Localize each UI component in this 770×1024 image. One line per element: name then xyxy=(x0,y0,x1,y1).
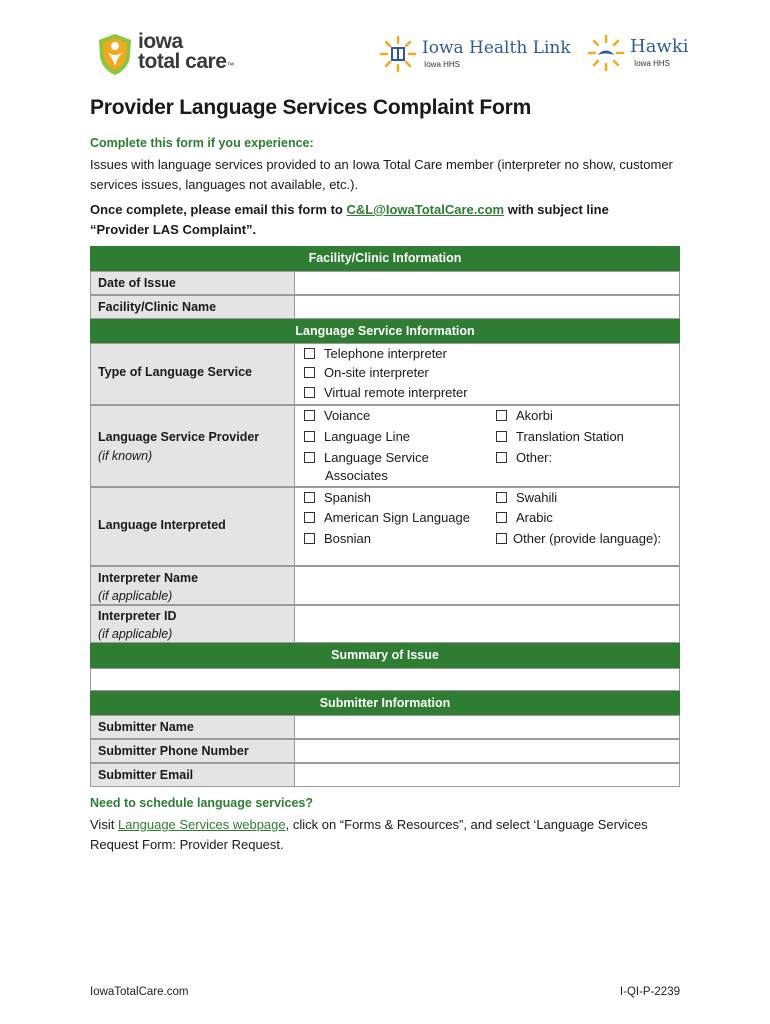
option-swahili-label: Swahili xyxy=(516,490,558,505)
row-language-interpreted xyxy=(90,487,680,566)
iowa-health-link-name: Iowa Health Link xyxy=(422,38,571,58)
option-translation-station[interactable] xyxy=(496,427,624,447)
iowa-total-care-logo xyxy=(96,30,236,78)
email-instructions-post: with subject line xyxy=(504,202,609,217)
option-akorbi-label: Akorbi xyxy=(516,408,553,423)
hawki-sub: Iowa HHS xyxy=(634,59,671,68)
schedule-pre: Visit xyxy=(90,817,118,832)
row-interpreter-name xyxy=(90,566,680,605)
option-virtual[interactable] xyxy=(304,383,468,403)
hawki-logo xyxy=(586,33,696,73)
option-telephone[interactable] xyxy=(304,344,447,364)
hawki-name: Hawki xyxy=(630,36,689,57)
option-asl[interactable] xyxy=(304,508,470,528)
schedule-line2: Request Form: Provider Request. xyxy=(90,837,284,852)
checkbox-icon[interactable] xyxy=(496,431,507,442)
language-options xyxy=(295,488,679,565)
option-lsa-label: Language Service xyxy=(324,450,429,465)
option-spanish-label: Spanish xyxy=(324,490,371,505)
provider-options xyxy=(295,406,679,486)
option-voiance-label: Voiance xyxy=(324,408,371,423)
option-virtual-label: Virtual remote interpreter xyxy=(324,385,468,400)
option-onsite[interactable] xyxy=(304,363,429,383)
footer-website: IowaTotalCare.com xyxy=(90,986,189,998)
row-interpreter-id xyxy=(90,605,680,643)
iowa-health-link-sun-icon xyxy=(378,34,418,74)
label-provider-text: Language Service Provider xyxy=(98,430,260,444)
label-submitter-name: Submitter Name xyxy=(91,716,295,738)
option-lsa[interactable] xyxy=(304,448,429,468)
checkbox-icon[interactable] xyxy=(304,431,315,442)
option-telephone-label: Telephone interpreter xyxy=(324,346,447,361)
label-date-of-issue: Date of Issue xyxy=(91,272,295,294)
label-interpreter-name xyxy=(91,567,295,604)
email-instructions-pre: Once complete, please email this form to xyxy=(90,202,347,217)
date-of-issue-field[interactable] xyxy=(295,272,679,294)
intro-body: Issues with language services provided to an Iowa Total Care member (interpreter no show, customer services issues, languages not available, etc.). xyxy=(90,157,673,192)
checkbox-icon[interactable] xyxy=(304,452,315,463)
label-interpreter-id-note: (if applicable) xyxy=(98,627,173,641)
checkbox-icon[interactable] xyxy=(304,512,315,523)
option-arabic-label: Arabic xyxy=(516,510,553,525)
language-services-link[interactable]: Language Services webpage xyxy=(117,817,286,832)
option-voiance[interactable] xyxy=(304,406,370,426)
checkbox-icon[interactable] xyxy=(496,512,507,523)
schedule-post: , click on “Forms & Resources”, and select ‘Language Services xyxy=(285,817,648,832)
checkbox-icon[interactable] xyxy=(304,410,315,421)
option-language-line-label: Language Line xyxy=(324,429,411,444)
option-swahili[interactable] xyxy=(496,488,557,508)
option-language-other[interactable] xyxy=(496,529,661,549)
checkbox-icon[interactable] xyxy=(496,533,507,544)
option-translation-station-label: Translation Station xyxy=(516,429,624,444)
label-interpreter-name-text: Interpreter Name xyxy=(98,571,199,585)
checkbox-icon[interactable] xyxy=(496,452,507,463)
iowa-total-care-wordmark: iowa total care™ xyxy=(138,30,234,73)
checkbox-icon[interactable] xyxy=(496,492,507,503)
facility-name-field[interactable] xyxy=(295,296,679,318)
checkbox-icon[interactable] xyxy=(304,367,315,378)
option-asl-label: American Sign Language xyxy=(324,510,470,525)
option-provider-other[interactable] xyxy=(496,448,552,468)
option-bosnian[interactable] xyxy=(304,529,371,549)
option-akorbi[interactable] xyxy=(496,406,553,426)
option-bosnian-label: Bosnian xyxy=(324,531,371,546)
checkbox-icon[interactable] xyxy=(304,492,315,503)
label-interpreter-id-text: Interpreter ID xyxy=(98,609,177,623)
intro-heading: Complete this form if you experience: xyxy=(90,136,314,150)
iowa-health-link-sub: Iowa HHS xyxy=(424,60,461,69)
section-facility: Facility/Clinic Information xyxy=(90,246,680,271)
option-arabic[interactable] xyxy=(496,508,553,528)
type-of-service-options xyxy=(295,344,679,404)
label-interpreter-id xyxy=(91,606,295,642)
footer-form-id: I-QI-P-2239 xyxy=(619,986,680,998)
schedule-heading: Need to schedule language services? xyxy=(90,796,313,810)
row-submitter-email xyxy=(90,763,680,787)
label-interpreter-name-note: (if applicable) xyxy=(98,589,173,603)
label-language-interpreted: Language Interpreted xyxy=(91,488,295,565)
summary-field[interactable] xyxy=(90,668,680,691)
row-submitter-phone xyxy=(90,739,680,763)
section-submitter: Submitter Information xyxy=(90,691,680,715)
checkbox-icon[interactable] xyxy=(304,387,315,398)
label-submitter-email: Submitter Email xyxy=(91,764,295,786)
submitter-email-field[interactable] xyxy=(295,764,679,786)
submitter-name-field[interactable] xyxy=(295,716,679,738)
row-type-of-service xyxy=(90,343,680,405)
label-type-of-service: Type of Language Service xyxy=(91,344,295,404)
option-lsa-label-2: Associates xyxy=(325,468,388,483)
email-instructions xyxy=(90,200,690,240)
option-spanish[interactable] xyxy=(304,488,371,508)
section-language: Language Service Information xyxy=(90,319,680,343)
label-provider-note: (if known) xyxy=(98,449,153,463)
checkbox-icon[interactable] xyxy=(304,533,315,544)
row-facility-name xyxy=(90,295,680,319)
option-language-other-label: Other (provide language): xyxy=(513,531,662,546)
option-language-line[interactable] xyxy=(304,427,410,447)
label-provider xyxy=(91,406,295,486)
row-provider xyxy=(90,405,680,487)
section-summary: Summary of Issue xyxy=(90,643,680,668)
email-subject-line: “Provider LAS Complaint”. xyxy=(90,222,257,237)
submitter-phone-field[interactable] xyxy=(295,740,679,762)
option-provider-other-label: Other: xyxy=(516,450,553,465)
option-onsite-label: On-site interpreter xyxy=(324,365,429,380)
row-submitter-name xyxy=(90,715,680,739)
iowa-total-care-shield-icon xyxy=(96,32,134,76)
page-title: Provider Language Services Complaint Form xyxy=(90,96,532,119)
label-submitter-phone: Submitter Phone Number xyxy=(91,740,295,762)
label-facility-name: Facility/Clinic Name xyxy=(91,296,295,318)
row-date-of-issue xyxy=(90,271,680,295)
iowa-health-link-logo xyxy=(378,34,571,74)
hawki-sun-icon xyxy=(586,33,626,73)
email-link[interactable]: C&L@IowaTotalCare.com xyxy=(346,202,505,217)
checkbox-icon[interactable] xyxy=(304,348,315,359)
schedule-body xyxy=(90,815,700,855)
checkbox-icon[interactable] xyxy=(496,410,507,421)
interpreter-id-field[interactable] xyxy=(295,606,679,642)
interpreter-name-field[interactable] xyxy=(295,567,679,604)
